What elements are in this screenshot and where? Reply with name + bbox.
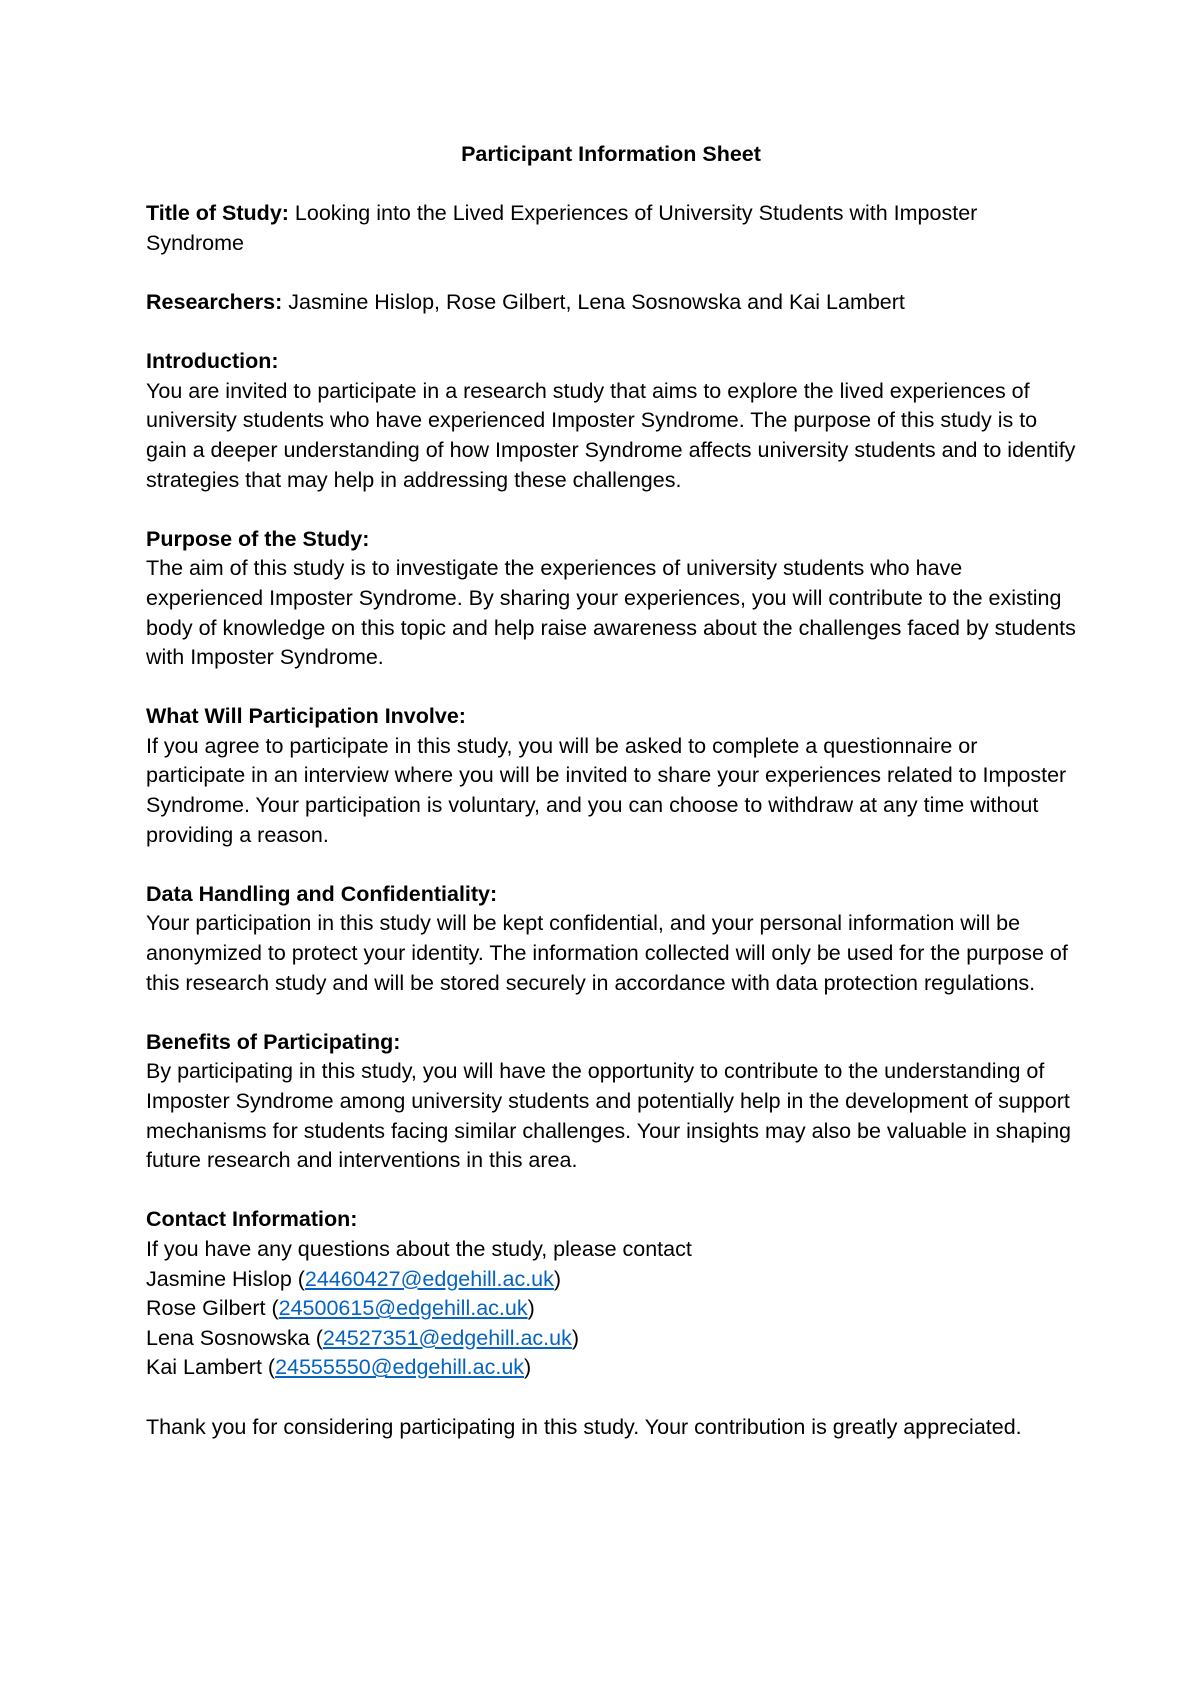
contact-item: Jasmine Hislop (24460427@edgehill.ac.uk) bbox=[146, 1266, 562, 1291]
researchers-value: Jasmine Hislop, Rose Gilbert, Lena Sosnowska and Kai Lambert bbox=[288, 289, 905, 314]
contact-item: Lena Sosnowska (24527351@edgehill.ac.uk) bbox=[146, 1325, 580, 1350]
contact-name: Jasmine Hislop bbox=[146, 1266, 292, 1291]
section-body: You are invited to participate in a research study that aims to explore the lived experiences of university students who have experienced Imposter Syndrome. The purpose of this study is to gain a deeper understanding of how Imposter Syndrome affects university students and to identify strategies that may help in addressing these challenges. bbox=[146, 378, 1076, 492]
document-title: Participant Information Sheet bbox=[461, 142, 761, 166]
contact-item: Rose Gilbert (24500615@edgehill.ac.uk) bbox=[146, 1296, 535, 1321]
contact-name: Kai Lambert bbox=[146, 1355, 262, 1380]
study-title-label: Title of Study: bbox=[146, 201, 289, 226]
contact-intro: If you have any questions about the study, please contact bbox=[146, 1236, 692, 1261]
section-heading: Purpose of the Study: bbox=[146, 526, 370, 551]
section-body: The aim of this study is to investigate the experiences of university students who have experienced Imposter Syndrome. By sharing your experiences, you will contribute to the existing body of knowledge on this topic and help raise awareness about the challenges faced by students with Imposter Syndrome. bbox=[146, 556, 1076, 670]
contact-email-link[interactable]: 24460427@edgehill.ac.uk bbox=[304, 1266, 554, 1291]
section-heading: Benefits of Participating: bbox=[146, 1029, 401, 1054]
contact-name: Rose Gilbert bbox=[146, 1296, 266, 1321]
researchers-label: Researchers: bbox=[146, 289, 283, 314]
contact-email-link[interactable]: 24527351@edgehill.ac.uk bbox=[322, 1325, 572, 1350]
study-title-value: Looking into the Lived Experiences of University Students with Imposter Syndrome bbox=[146, 201, 978, 255]
section-heading: Introduction: bbox=[146, 349, 279, 374]
section-heading: Data Handling and Confidentiality: bbox=[146, 881, 498, 906]
contact-name: Lena Sosnowska bbox=[146, 1325, 310, 1350]
section-data-handling bbox=[146, 880, 1076, 998]
document-page bbox=[146, 140, 1076, 1472]
section-introduction bbox=[146, 347, 1076, 495]
contact-heading: Contact Information: bbox=[146, 1207, 358, 1232]
section-body: Your participation in this study will be kept confidential, and your personal information will be anonymized to protect your identity. The information collected will only be used for the purpose of this research study and will be stored securely in accordance with data protection regulations. bbox=[146, 911, 1068, 995]
researchers-block bbox=[146, 288, 1076, 318]
section-heading: What Will Participation Involve: bbox=[146, 704, 466, 729]
contact-email-link[interactable]: 24500615@edgehill.ac.uk bbox=[278, 1296, 528, 1321]
closing-paragraph: Thank you for considering participating in this study. Your contribution is greatly appreciated. bbox=[146, 1414, 1022, 1439]
study-title-block bbox=[146, 199, 1076, 258]
contact-email-link[interactable]: 24555550@edgehill.ac.uk bbox=[275, 1355, 525, 1380]
section-contact bbox=[146, 1205, 1076, 1383]
section-body: If you agree to participate in this study, you will be asked to complete a questionnaire or participate in an interview where you will be invited to share your experiences related to Imposter Syndrome. Your participation is voluntary, and you can choose to withdraw at any time without providing a reason. bbox=[146, 733, 1067, 847]
section-purpose bbox=[146, 525, 1076, 673]
section-participation bbox=[146, 702, 1076, 850]
section-body: By participating in this study, you will have the opportunity to contribute to the understanding of Imposter Syndrome among university students and potentially help in the development of support mechanisms for students facing similar challenges. Your insights may also be valuable in shaping future research and interventions in this area. bbox=[146, 1059, 1072, 1173]
section-benefits bbox=[146, 1028, 1076, 1176]
contact-item: Kai Lambert (24555550@edgehill.ac.uk) bbox=[146, 1355, 532, 1380]
